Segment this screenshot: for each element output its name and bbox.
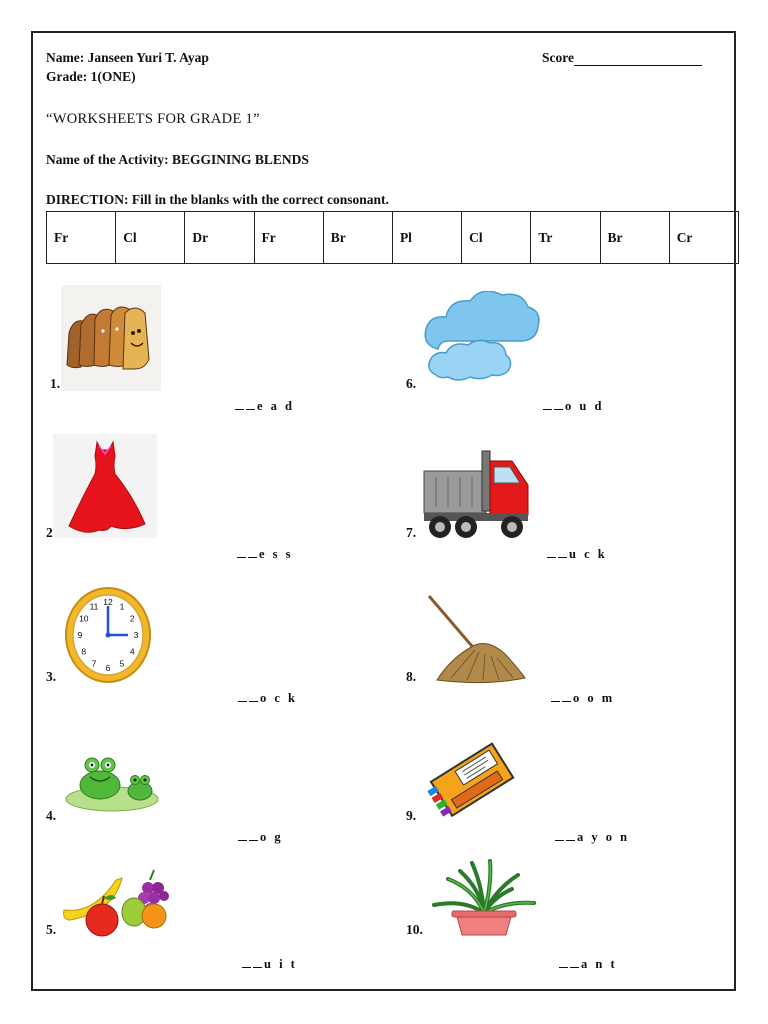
blend-answer-3[interactable] (238, 691, 298, 706)
blend-cell: Cl (462, 212, 531, 264)
student-name: Name: Janseen Yuri T. Ayap (46, 50, 209, 65)
blend-answer-2[interactable] (237, 547, 293, 562)
word-ending: o g (260, 830, 284, 844)
score-blank-line[interactable] (574, 53, 702, 66)
item-number: 5. (46, 922, 57, 937)
blend-cell: Fr (254, 212, 323, 264)
blends-row (47, 212, 739, 264)
clock-numeral: 10 (79, 613, 89, 624)
blend-answer-8[interactable] (551, 691, 615, 706)
clock-icon (64, 586, 152, 689)
clock-numeral: 1 (119, 601, 125, 612)
word-ending: o u d (565, 399, 604, 413)
clock-numeral: 7 (91, 658, 97, 669)
clock-numeral: 12 (103, 597, 113, 607)
dress-icon (53, 434, 157, 543)
score-field[interactable] (542, 50, 702, 66)
blends-table (46, 211, 739, 264)
item-number: 2 (46, 525, 53, 540)
word-ending: u c k (569, 547, 608, 561)
clock-numeral: 5 (119, 658, 125, 669)
activity-name: Name of the Activity: BEGGINING BLENDS (46, 152, 309, 167)
bread-icon (61, 285, 161, 396)
direction-text: DIRECTION: Fill in the blanks with the correct consonant. (46, 192, 389, 207)
clock-numeral: 6 (105, 663, 111, 673)
blend-cell: Br (323, 212, 392, 264)
item-number: 8. (406, 669, 417, 684)
word-ending: e a d (257, 399, 295, 413)
crayon-icon (423, 730, 519, 831)
item-number: 10. (406, 922, 423, 937)
clock-numeral: 2 (129, 613, 135, 624)
blend-cell: Cl (116, 212, 185, 264)
blend-answer-1[interactable] (235, 399, 295, 414)
word-ending: o o m (573, 691, 615, 705)
word-ending: a y o n (577, 830, 630, 844)
clock-numeral: 4 (129, 646, 135, 657)
plant-icon (430, 859, 538, 942)
word-ending: u i t (264, 957, 298, 971)
clock-numeral: 11 (89, 601, 99, 612)
clock-numeral: 9 (77, 630, 83, 640)
word-ending: e s s (259, 547, 294, 561)
word-ending: a n t (581, 957, 618, 971)
score-label: Score (542, 50, 574, 65)
word-ending: o c k (260, 691, 298, 705)
blend-cell: Pl (392, 212, 461, 264)
item-number: 1. (50, 376, 61, 391)
worksheet-page (31, 31, 736, 991)
item-number: 4. (46, 808, 57, 823)
clock-numeral: 8 (81, 646, 87, 657)
item-number: 9. (406, 808, 417, 823)
clock-numeral: 3 (133, 630, 139, 640)
blend-answer-4[interactable] (238, 830, 283, 845)
item-number: 3. (46, 669, 57, 684)
student-grade: Grade: 1(ONE) (46, 69, 136, 84)
fruit-icon (60, 866, 172, 943)
item-number: 6. (406, 376, 417, 391)
blend-cell: Cr (669, 212, 738, 264)
blend-answer-5[interactable] (242, 957, 297, 972)
blend-cell: Dr (185, 212, 254, 264)
broom-icon (425, 592, 529, 691)
blend-cell: Tr (531, 212, 600, 264)
blend-answer-10[interactable] (559, 957, 617, 972)
item-number: 7. (406, 525, 417, 540)
blend-cell: Br (600, 212, 669, 264)
worksheet-title: “WORKSHEETS FOR GRADE 1” (46, 111, 260, 127)
frog-icon (64, 747, 164, 818)
blend-cell: Fr (47, 212, 116, 264)
truck-icon (422, 441, 532, 546)
blend-answer-6[interactable] (543, 399, 604, 414)
blend-answer-9[interactable] (555, 830, 630, 845)
cloud-icon (420, 291, 540, 396)
blend-answer-7[interactable] (547, 547, 607, 562)
